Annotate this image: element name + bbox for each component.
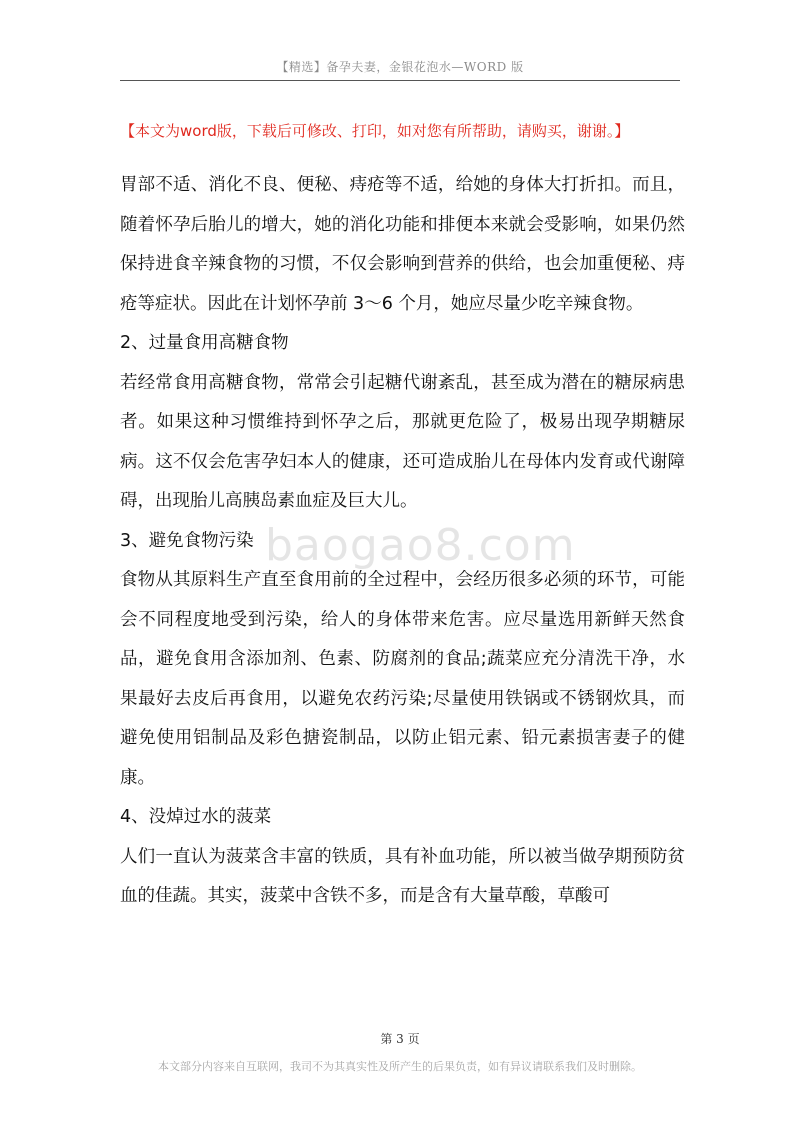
watermark: baogao8.com (265, 520, 576, 571)
header-divider (120, 80, 680, 81)
section-heading: 4、没焯过水的菠菜 (120, 807, 272, 827)
paragraph: 食物从其原料生产直至食用前的全过程中，会经历很多必须的环节，可能会不同程度地受到污染，给人的身体带来危害。应尽量选用新鲜天然食品，避免食用含添加剂、色素、防腐剂的食品;蔬菜应充分清洗干净，水果最好去皮后再食用，以避免农药污染;尽量使用铁锅或不锈钢炊具，而避免使用铝制品及彩色搪瓷制品，以防止铝元素、铅元素损害妻子的健康。 (120, 570, 685, 788)
page-header: 【精选】备孕夫妻，金银花泡水—WORD 版 (276, 60, 524, 74)
paragraph: 若经常食用高糖食物，常常会引起糖代谢紊乱，甚至成为潜在的糖尿病患者。如果这种习惯维持到怀孕之后，那就更危险了，极易出现孕期糖尿病。这不仅会危害孕妇本人的健康，还可造成胎儿在母体内发育或代谢障碍，出现胎儿高胰岛素血症及巨大儿。 (120, 372, 685, 511)
download-notice: 【本文为word版，下载后可修改、打印，如对您有所帮助，请购买，谢谢。】 (120, 122, 630, 140)
section-heading: 2、过量食用高糖食物 (120, 333, 289, 353)
section-heading: 3、避免食物污染 (120, 530, 254, 551)
paragraph: 胃部不适、消化不良、便秘、痔疮等不适，给她的身体大打折扣。而且，随着怀孕后胎儿的增大，她的消化功能和排便本来就会受影响，如果仍然保持进食辛辣食物的习惯，不仅会影响到营养的供给，也会加重便秘、痔疮等症状。因此在计划怀孕前 3～6 个月，她应尽量少吃辛辣食物。 (120, 175, 685, 314)
page-number: 第 3 页 (380, 1032, 420, 1046)
paragraph: 人们一直认为菠菜含丰富的铁质，具有补血功能，所以被当做孕期预防贫血的佳蔬。其实，菠菜中含铁不多，而是含有大量草酸，草酸可 (120, 846, 685, 906)
footer-disclaimer: 本文部分内容来自互联网，我司不为其真实性及所产生的后果负责，如有异议请联系我们及时删除。 (158, 1060, 642, 1073)
